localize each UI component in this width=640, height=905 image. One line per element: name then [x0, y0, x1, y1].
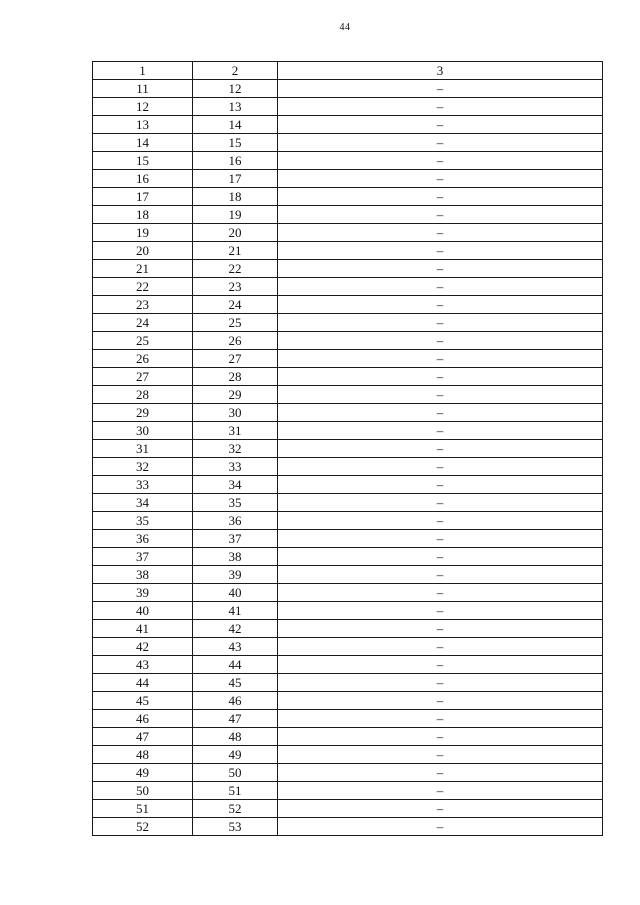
table-cell-col-1: 29	[93, 404, 193, 422]
table-cell-col-2: 50	[193, 764, 278, 782]
table-row	[93, 638, 603, 656]
table-cell-col-1: 18	[93, 206, 193, 224]
table-cell-col-3: –	[278, 728, 603, 746]
column-header-1: 1	[93, 62, 193, 80]
table-cell-col-3: –	[278, 386, 603, 404]
table-cell-col-1: 43	[93, 656, 193, 674]
table-cell-col-1: 51	[93, 800, 193, 818]
table-row	[93, 278, 603, 296]
table-row	[93, 80, 603, 98]
table-cell-col-3: –	[278, 404, 603, 422]
table-cell-col-3: –	[278, 314, 603, 332]
table-row	[93, 260, 603, 278]
table-cell-col-2: 45	[193, 674, 278, 692]
table-cell-col-1: 48	[93, 746, 193, 764]
table-cell-col-1: 41	[93, 620, 193, 638]
table-cell-col-1: 37	[93, 548, 193, 566]
table-row	[93, 674, 603, 692]
table-cell-col-2: 22	[193, 260, 278, 278]
table-cell-col-1: 45	[93, 692, 193, 710]
table-cell-col-3: –	[278, 224, 603, 242]
table-cell-col-3: –	[278, 800, 603, 818]
table-cell-col-3: –	[278, 548, 603, 566]
table-cell-col-3: –	[278, 566, 603, 584]
table-cell-col-1: 44	[93, 674, 193, 692]
table-cell-col-3: –	[278, 764, 603, 782]
table-cell-col-3: –	[278, 440, 603, 458]
table-cell-col-3: –	[278, 584, 603, 602]
data-table	[92, 61, 603, 836]
table-cell-col-1: 12	[93, 98, 193, 116]
table-row	[93, 440, 603, 458]
table-row	[93, 314, 603, 332]
table-cell-col-2: 30	[193, 404, 278, 422]
table-cell-col-1: 30	[93, 422, 193, 440]
table-cell-col-3: –	[278, 260, 603, 278]
table-cell-col-1: 38	[93, 566, 193, 584]
table-cell-col-2: 28	[193, 368, 278, 386]
table-cell-col-2: 12	[193, 80, 278, 98]
table-cell-col-2: 34	[193, 476, 278, 494]
table-cell-col-1: 47	[93, 728, 193, 746]
table-cell-col-2: 53	[193, 818, 278, 836]
table-row	[93, 584, 603, 602]
table-cell-col-1: 31	[93, 440, 193, 458]
table-row	[93, 242, 603, 260]
table-row	[93, 566, 603, 584]
table-row	[93, 116, 603, 134]
table-cell-col-2: 52	[193, 800, 278, 818]
table-row	[93, 368, 603, 386]
table-row	[93, 422, 603, 440]
table-cell-col-3: –	[278, 602, 603, 620]
table-cell-col-2: 14	[193, 116, 278, 134]
header-row	[93, 62, 603, 80]
table-row	[93, 458, 603, 476]
table-cell-col-2: 18	[193, 188, 278, 206]
table-cell-col-1: 40	[93, 602, 193, 620]
table-row	[93, 188, 603, 206]
table-cell-col-2: 35	[193, 494, 278, 512]
table-body	[93, 80, 603, 836]
table-cell-col-2: 49	[193, 746, 278, 764]
table-row	[93, 692, 603, 710]
table-row	[93, 512, 603, 530]
table-cell-col-3: –	[278, 170, 603, 188]
table-row	[93, 494, 603, 512]
table-cell-col-3: –	[278, 710, 603, 728]
table-row	[93, 710, 603, 728]
table-row	[93, 656, 603, 674]
table-row	[93, 728, 603, 746]
table-cell-col-1: 35	[93, 512, 193, 530]
table-row	[93, 404, 603, 422]
table-cell-col-2: 48	[193, 728, 278, 746]
table-row	[93, 602, 603, 620]
table-cell-col-2: 21	[193, 242, 278, 260]
table-cell-col-3: –	[278, 782, 603, 800]
table-cell-col-1: 26	[93, 350, 193, 368]
table-cell-col-1: 49	[93, 764, 193, 782]
table-cell-col-3: –	[278, 494, 603, 512]
table-cell-col-1: 32	[93, 458, 193, 476]
table-cell-col-3: –	[278, 512, 603, 530]
table-cell-col-1: 42	[93, 638, 193, 656]
column-header-3: 3	[278, 62, 603, 80]
table-cell-col-1: 16	[93, 170, 193, 188]
table-cell-col-3: –	[278, 98, 603, 116]
table-row	[93, 332, 603, 350]
table-cell-col-3: –	[278, 368, 603, 386]
table-cell-col-3: –	[278, 242, 603, 260]
table-cell-col-1: 52	[93, 818, 193, 836]
table-cell-col-3: –	[278, 296, 603, 314]
table-cell-col-1: 11	[93, 80, 193, 98]
table-row	[93, 98, 603, 116]
table-cell-col-2: 26	[193, 332, 278, 350]
table-cell-col-1: 46	[93, 710, 193, 728]
table-cell-col-1: 15	[93, 152, 193, 170]
table-cell-col-2: 42	[193, 620, 278, 638]
table-cell-col-3: –	[278, 818, 603, 836]
table-cell-col-2: 19	[193, 206, 278, 224]
table-row	[93, 170, 603, 188]
table-cell-col-2: 40	[193, 584, 278, 602]
table-cell-col-2: 25	[193, 314, 278, 332]
table-row	[93, 782, 603, 800]
table-cell-col-2: 17	[193, 170, 278, 188]
table-row	[93, 818, 603, 836]
table-cell-col-2: 39	[193, 566, 278, 584]
table-cell-col-2: 15	[193, 134, 278, 152]
table-row	[93, 476, 603, 494]
table-cell-col-3: –	[278, 422, 603, 440]
table-cell-col-3: –	[278, 674, 603, 692]
table-row	[93, 620, 603, 638]
table-cell-col-2: 43	[193, 638, 278, 656]
table-cell-col-3: –	[278, 188, 603, 206]
table-cell-col-1: 24	[93, 314, 193, 332]
table-cell-col-2: 24	[193, 296, 278, 314]
table-cell-col-2: 29	[193, 386, 278, 404]
table-cell-col-3: –	[278, 638, 603, 656]
table-row	[93, 224, 603, 242]
table-cell-col-3: –	[278, 152, 603, 170]
table-cell-col-3: –	[278, 350, 603, 368]
table-cell-col-2: 38	[193, 548, 278, 566]
table-cell-col-3: –	[278, 620, 603, 638]
table-cell-col-1: 28	[93, 386, 193, 404]
table-cell-col-3: –	[278, 206, 603, 224]
page-number: 44	[339, 22, 351, 33]
table-cell-col-1: 14	[93, 134, 193, 152]
table-cell-col-2: 32	[193, 440, 278, 458]
table-row	[93, 296, 603, 314]
table-cell-col-2: 44	[193, 656, 278, 674]
table-cell-col-3: –	[278, 476, 603, 494]
table-cell-col-1: 39	[93, 584, 193, 602]
table-cell-col-2: 31	[193, 422, 278, 440]
column-header-2: 2	[193, 62, 278, 80]
table-cell-col-2: 13	[193, 98, 278, 116]
table-cell-col-2: 51	[193, 782, 278, 800]
table-row	[93, 350, 603, 368]
table-cell-col-2: 20	[193, 224, 278, 242]
table-cell-col-1: 34	[93, 494, 193, 512]
table-cell-col-2: 33	[193, 458, 278, 476]
table-row	[93, 746, 603, 764]
table-row	[93, 530, 603, 548]
table-cell-col-2: 23	[193, 278, 278, 296]
table-cell-col-3: –	[278, 116, 603, 134]
table-cell-col-1: 22	[93, 278, 193, 296]
table-cell-col-2: 37	[193, 530, 278, 548]
table-cell-col-2: 27	[193, 350, 278, 368]
table-row	[93, 548, 603, 566]
table-cell-col-1: 13	[93, 116, 193, 134]
table-cell-col-2: 41	[193, 602, 278, 620]
table-row	[93, 764, 603, 782]
table-cell-col-1: 27	[93, 368, 193, 386]
table-row	[93, 800, 603, 818]
table-cell-col-1: 25	[93, 332, 193, 350]
table-header	[93, 62, 603, 80]
table-cell-col-3: –	[278, 692, 603, 710]
table-cell-col-3: –	[278, 278, 603, 296]
table-cell-col-1: 19	[93, 224, 193, 242]
table-cell-col-1: 17	[93, 188, 193, 206]
table-cell-col-1: 20	[93, 242, 193, 260]
table-row	[93, 386, 603, 404]
table-cell-col-2: 46	[193, 692, 278, 710]
table-cell-col-2: 36	[193, 512, 278, 530]
table-row	[93, 206, 603, 224]
table-cell-col-2: 47	[193, 710, 278, 728]
table-cell-col-3: –	[278, 656, 603, 674]
table-row	[93, 134, 603, 152]
table-cell-col-1: 50	[93, 782, 193, 800]
table-cell-col-3: –	[278, 530, 603, 548]
table-cell-col-3: –	[278, 134, 603, 152]
table-cell-col-3: –	[278, 458, 603, 476]
table-row	[93, 152, 603, 170]
table-cell-col-3: –	[278, 80, 603, 98]
table-cell-col-1: 33	[93, 476, 193, 494]
table-cell-col-1: 36	[93, 530, 193, 548]
table-cell-col-1: 23	[93, 296, 193, 314]
table-cell-col-1: 21	[93, 260, 193, 278]
table-cell-col-3: –	[278, 746, 603, 764]
table-cell-col-2: 16	[193, 152, 278, 170]
table-cell-col-3: –	[278, 332, 603, 350]
